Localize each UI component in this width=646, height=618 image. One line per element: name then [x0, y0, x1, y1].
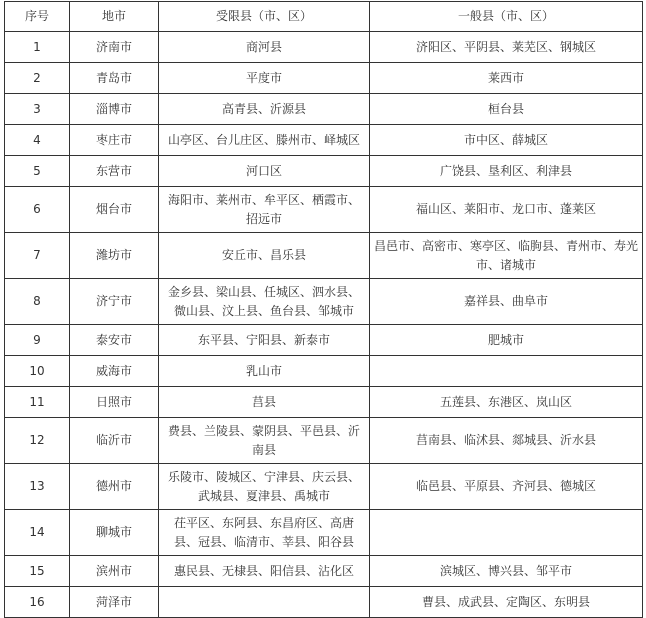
row-restricted: 东平县、宁阳县、新泰市: [159, 325, 370, 356]
row-general: 济阳区、平阴县、莱芜区、钢城区: [370, 32, 643, 63]
table-row: [5, 418, 643, 464]
row-city: 德州市: [70, 464, 159, 510]
row-city: 东营市: [70, 156, 159, 187]
table-row: [5, 387, 643, 418]
header-general-counties: 一般县（市、区）: [370, 2, 643, 32]
table-row: [5, 156, 643, 187]
row-restricted: 海阳市、莱州市、牟平区、栖霞市、招远市: [159, 187, 370, 233]
row-city: 青岛市: [70, 63, 159, 94]
row-restricted: 茌平区、东阿县、东昌府区、高唐县、冠县、临清市、莘县、阳谷县: [159, 510, 370, 556]
row-general: 滨城区、博兴县、邹平市: [370, 556, 643, 587]
table-row: [5, 233, 643, 279]
row-general: 福山区、莱阳市、龙口市、蓬莱区: [370, 187, 643, 233]
header-city: 地市: [70, 2, 159, 32]
row-number: 16: [5, 587, 70, 618]
row-general: 曹县、成武县、定陶区、东明县: [370, 587, 643, 618]
row-city: 聊城市: [70, 510, 159, 556]
row-restricted: 莒县: [159, 387, 370, 418]
row-city: 潍坊市: [70, 233, 159, 279]
row-city: 济南市: [70, 32, 159, 63]
row-restricted: 惠民县、无棣县、阳信县、沾化区: [159, 556, 370, 587]
row-number: 1: [5, 32, 70, 63]
row-restricted: 安丘市、昌乐县: [159, 233, 370, 279]
row-number: 6: [5, 187, 70, 233]
table-header-row: [5, 2, 643, 32]
row-number: 3: [5, 94, 70, 125]
row-number: 4: [5, 125, 70, 156]
row-restricted: 费县、兰陵县、蒙阴县、平邑县、沂南县: [159, 418, 370, 464]
table-row: [5, 556, 643, 587]
table-row: [5, 356, 643, 387]
row-number: 7: [5, 233, 70, 279]
row-number: 12: [5, 418, 70, 464]
table-row: [5, 587, 643, 618]
table-row: [5, 63, 643, 94]
row-restricted: 商河县: [159, 32, 370, 63]
row-number: 11: [5, 387, 70, 418]
row-restricted: 平度市: [159, 63, 370, 94]
row-city: 枣庄市: [70, 125, 159, 156]
table-row: [5, 510, 643, 556]
row-city: 菏泽市: [70, 587, 159, 618]
row-city: 泰安市: [70, 325, 159, 356]
row-city: 威海市: [70, 356, 159, 387]
row-restricted: 山亭区、台儿庄区、滕州市、峄城区: [159, 125, 370, 156]
row-general: 肥城市: [370, 325, 643, 356]
row-city: 临沂市: [70, 418, 159, 464]
county-classification-table: [4, 1, 643, 618]
row-restricted: 金乡县、梁山县、任城区、泗水县、微山县、汶上县、鱼台县、邹城市: [159, 279, 370, 325]
row-restricted: 河口区: [159, 156, 370, 187]
table-row: [5, 187, 643, 233]
row-restricted: [159, 587, 370, 618]
row-general: [370, 510, 643, 556]
row-general: 嘉祥县、曲阜市: [370, 279, 643, 325]
row-city: 滨州市: [70, 556, 159, 587]
row-number: 8: [5, 279, 70, 325]
table-row: [5, 464, 643, 510]
row-general: 莱西市: [370, 63, 643, 94]
row-general: [370, 356, 643, 387]
row-number: 13: [5, 464, 70, 510]
row-city: 济宁市: [70, 279, 159, 325]
row-general: 市中区、薛城区: [370, 125, 643, 156]
row-number: 15: [5, 556, 70, 587]
row-number: 10: [5, 356, 70, 387]
table-row: [5, 279, 643, 325]
row-restricted: 高青县、沂源县: [159, 94, 370, 125]
row-general: 昌邑市、高密市、寒亭区、临朐县、青州市、寿光市、诸城市: [370, 233, 643, 279]
row-general: 桓台县: [370, 94, 643, 125]
row-general: 临邑县、平原县、齐河县、德城区: [370, 464, 643, 510]
row-number: 5: [5, 156, 70, 187]
row-city: 日照市: [70, 387, 159, 418]
row-restricted: 乳山市: [159, 356, 370, 387]
table-row: [5, 125, 643, 156]
table-row: [5, 325, 643, 356]
table-row: [5, 32, 643, 63]
table-row: [5, 94, 643, 125]
row-general: 莒南县、临沭县、郯城县、沂水县: [370, 418, 643, 464]
row-number: 14: [5, 510, 70, 556]
row-city: 烟台市: [70, 187, 159, 233]
row-city: 淄博市: [70, 94, 159, 125]
header-restricted-counties: 受限县（市、区）: [159, 2, 370, 32]
header-number: 序号: [5, 2, 70, 32]
row-number: 2: [5, 63, 70, 94]
row-general: 五莲县、东港区、岚山区: [370, 387, 643, 418]
row-number: 9: [5, 325, 70, 356]
row-general: 广饶县、垦利区、利津县: [370, 156, 643, 187]
row-restricted: 乐陵市、陵城区、宁津县、庆云县、武城县、夏津县、禹城市: [159, 464, 370, 510]
